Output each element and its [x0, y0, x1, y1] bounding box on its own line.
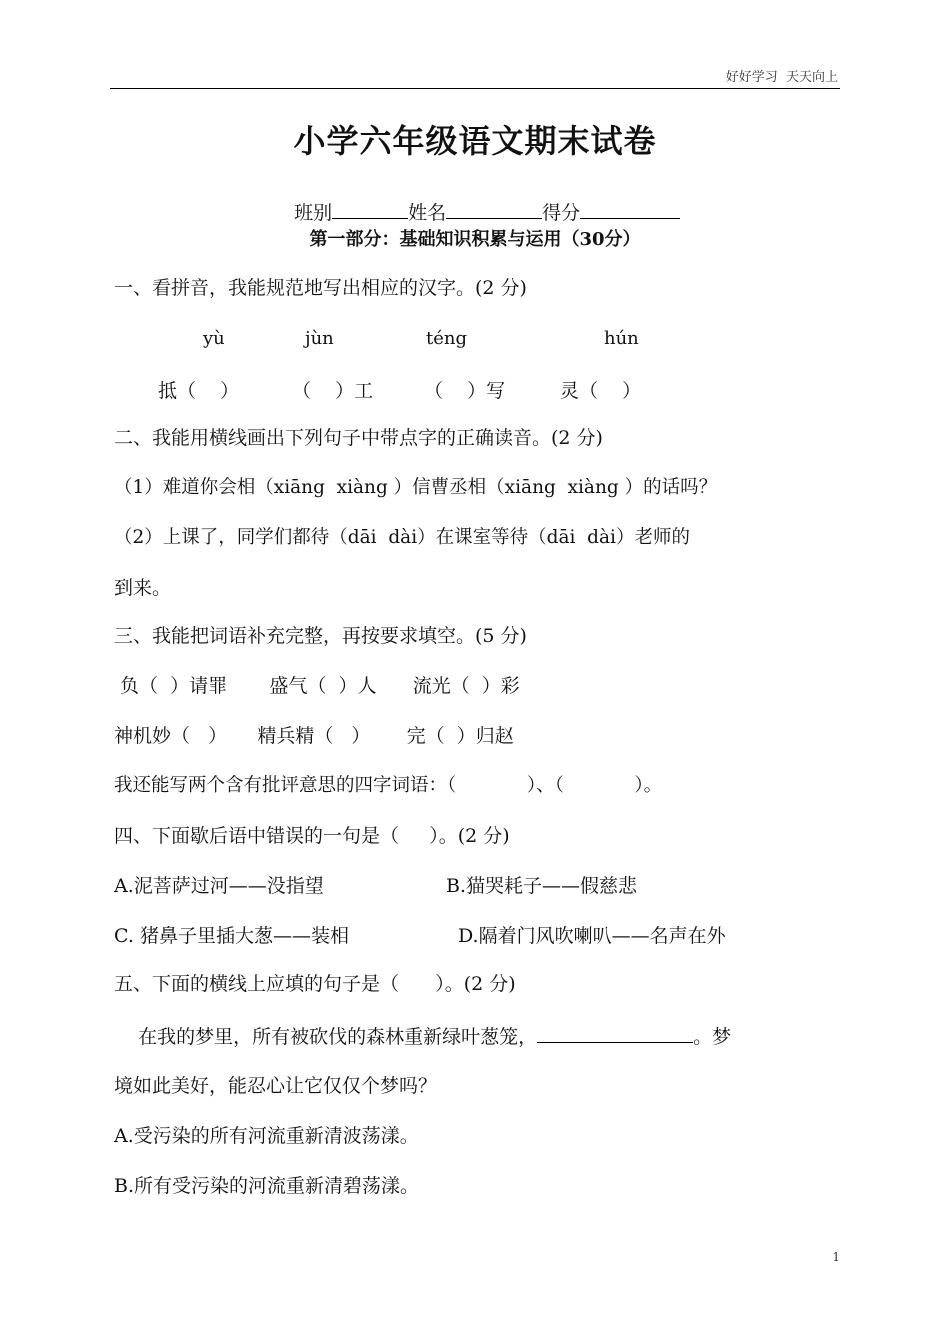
q2-prompt: 二、我能用横线画出下列句子中带点字的正确读音。(2 分) [114, 427, 603, 449]
name-blank[interactable] [446, 200, 542, 219]
q5-passage-start: 在我的梦里，所有被砍伐的森林重新绿叶葱笼， [114, 1026, 538, 1048]
q5-prompt: 五、下面的横线上应填的句子是（ ）。(2 分) [114, 973, 516, 995]
q1-answer-2[interactable]: （ ）工 [292, 380, 374, 402]
page-title: 小学六年级语文期末试卷 [293, 122, 657, 160]
q4-prompt: 四、下面歇后语中错误的一句是（ ）。(2 分) [114, 825, 510, 847]
q5-passage [114, 1024, 731, 1049]
q2-sentence-2-cont: 到来。 [114, 577, 172, 599]
page-number: 1 [832, 1250, 840, 1264]
q1-pinyin-1: yù [203, 328, 225, 349]
q1-pinyin-4: hún [604, 328, 639, 349]
q2-sentence-1: （1）难道你会相（xiāng xiàng ）信曹丞相（xiāng xiàng ）的话吗？ [114, 477, 718, 498]
q2-sentence-2: （2）上课了，同学们都待（dāi dài）在课室等待（dāi dài）老师的 [114, 527, 690, 548]
q4-option-b[interactable]: B.猫哭耗子——假慈悲 [446, 875, 638, 897]
name-label: 姓名 [408, 202, 447, 224]
q1-prompt: 一、看拼音，我能规范地写出相应的汉字。(2 分) [114, 277, 527, 299]
class-label: 班别 [294, 202, 333, 224]
score-blank[interactable] [580, 200, 680, 219]
q3-row-2: 神机妙（ ） 精兵精（ ） 完（ ）归赵 [114, 725, 514, 747]
q1-pinyin-3: téng [426, 328, 468, 349]
q4-option-c[interactable]: C. 猪鼻子里插大葱——装相 [114, 925, 349, 947]
score-label: 得分 [542, 202, 581, 224]
section-title: 第一部分：基础知识积累与运用（30分） [309, 229, 641, 250]
q3-row-1: 负（ ）请罪 盛气（ ）人 流光（ ）彩 [114, 675, 520, 697]
q5-blank[interactable] [537, 1024, 693, 1043]
header-divider [110, 88, 840, 89]
q5-passage-cont: 境如此美好，能忍心让它仅仅个梦吗？ [114, 1075, 438, 1097]
q3-prompt: 三、我能把词语补充完整，再按要求填空。(5 分) [114, 625, 527, 647]
q1-answer-1[interactable]: 抵（ ） [158, 380, 240, 402]
q1-answer-3[interactable]: （ ）写 [424, 380, 506, 402]
q3-row-3: 我还能写两个含有批评意思的四字词语：（ ）、（ ）。 [114, 775, 663, 796]
class-blank[interactable] [332, 200, 408, 219]
q5-option-b[interactable]: B.所有受污染的河流重新清碧荡漾。 [114, 1175, 420, 1197]
q4-option-d[interactable]: D.隔着门风吹喇叭——名声在外 [458, 925, 726, 947]
q5-passage-end: 。梦 [693, 1026, 732, 1048]
q5-option-a[interactable]: A.受污染的所有河流重新清波荡漾。 [114, 1125, 419, 1147]
q1-answer-4[interactable]: 灵（ ） [560, 380, 642, 402]
q1-pinyin-2: jùn [305, 328, 334, 349]
q4-option-a[interactable]: A.泥菩萨过河——没指望 [114, 875, 324, 897]
header-slogan: 好好学习 天天向上 [725, 70, 838, 85]
